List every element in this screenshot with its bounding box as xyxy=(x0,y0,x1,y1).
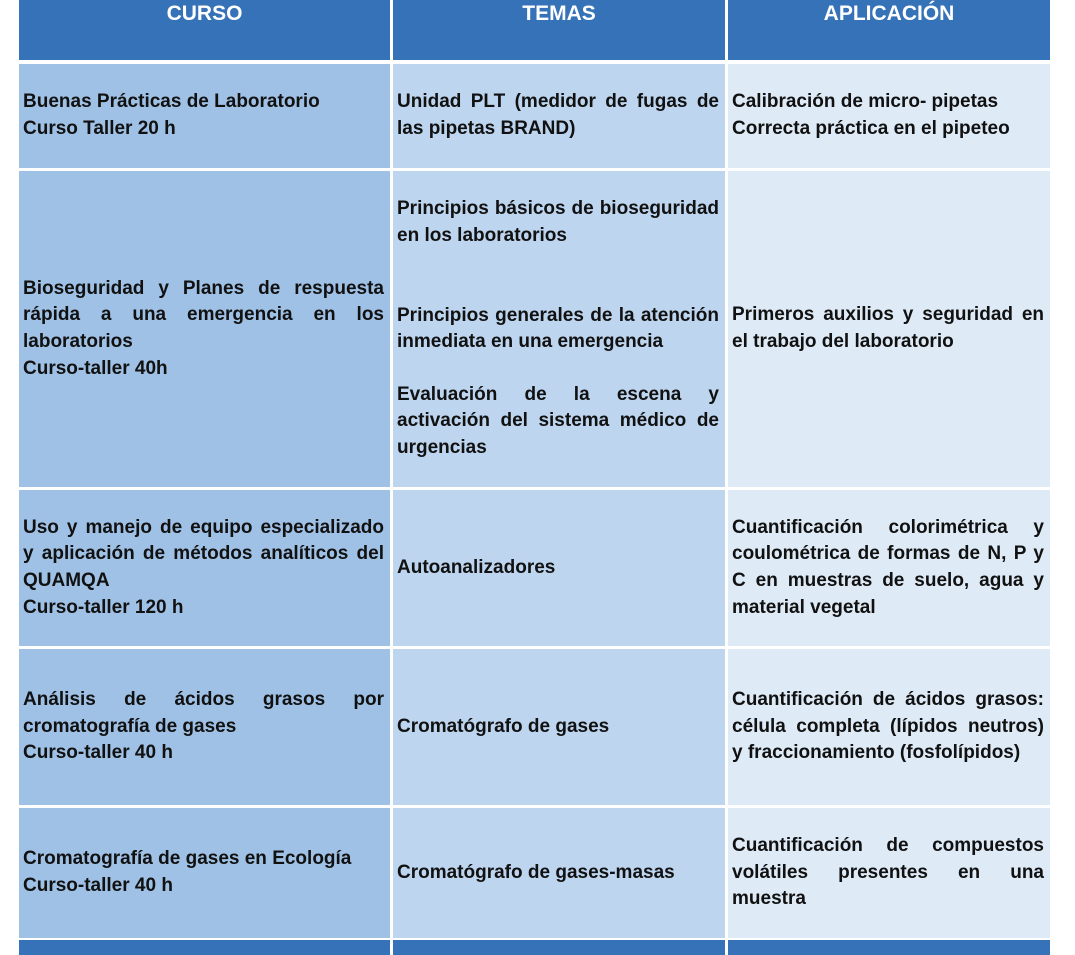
cell-temas xyxy=(393,808,728,941)
header-temas: TEMAS xyxy=(393,0,728,64)
tema-text: Evaluación de la escena y activación del sistema médico de urgencias xyxy=(397,383,719,458)
cell-aplicacion xyxy=(728,171,1050,490)
footer-segment xyxy=(19,940,393,955)
cell-aplicacion xyxy=(728,808,1050,941)
cell-aplicacion xyxy=(728,649,1050,808)
curso-name: Cromatografía de gases en Ecología xyxy=(23,848,352,870)
course-table-container xyxy=(19,0,1050,955)
header-curso: CURSO xyxy=(19,0,393,64)
aplicacion-text: Primeros auxilios y seguridad en el trabajo del laboratorio xyxy=(732,304,1044,352)
table-row xyxy=(19,171,1050,490)
cell-curso xyxy=(19,649,393,808)
curso-name: Bioseguridad y Planes de respuesta rápida a una emergencia en los laboratorios xyxy=(23,277,384,352)
table-row xyxy=(19,490,1050,649)
tema-text: Autoanalizadores xyxy=(397,556,556,578)
table-footer-bar xyxy=(19,940,1050,955)
tema-text: Principios generales de la atención inmediata en una emergencia xyxy=(397,304,719,353)
footer-segment xyxy=(728,940,1050,955)
cell-temas xyxy=(393,649,728,808)
tema-text: Unidad PLT (medidor de fugas de las pipetas BRAND) xyxy=(397,91,719,139)
cell-temas xyxy=(393,490,728,649)
table-row xyxy=(19,649,1050,808)
curso-duration: Curso-taller 120 h xyxy=(23,596,184,618)
footer-segment xyxy=(393,940,728,955)
cell-curso xyxy=(19,64,393,171)
tema-text: Cromatógrafo de gases xyxy=(397,715,610,737)
header-aplicacion: APLICACIÓN xyxy=(728,0,1050,64)
cell-aplicacion xyxy=(728,64,1050,171)
curso-duration: Curso-taller 40 h xyxy=(23,742,173,764)
table-row xyxy=(19,808,1050,941)
curso-duration: Curso-taller 40 h xyxy=(23,875,173,896)
header-row xyxy=(19,0,1050,64)
cell-curso xyxy=(19,808,393,941)
curso-name: Análisis de ácidos grasos por cromatografía de gases xyxy=(23,689,384,737)
cell-aplicacion xyxy=(728,490,1050,649)
cell-temas xyxy=(393,64,728,171)
cell-temas xyxy=(393,171,728,490)
aplicacion-text: Cuantificación colorimétrica y coulométrica de formas de N, P y C en muestras de suelo, agua y material vegetal xyxy=(732,516,1044,618)
aplicacion-text: Cuantificación de ácidos grasos: célula completa (lípidos neutros) y fraccionamiento (fosfolípidos) xyxy=(732,689,1044,764)
curso-name: Uso y manejo de equipo especializado y aplicación de métodos analíticos del QUAMQA xyxy=(23,516,384,591)
curso-duration: Curso Taller 20 h xyxy=(23,118,176,139)
course-table xyxy=(19,0,1050,941)
aplicacion-text: Correcta práctica en el pipeteo xyxy=(732,118,1010,139)
table-row xyxy=(19,64,1050,171)
cell-curso xyxy=(19,171,393,490)
tema-text: Cromatógrafo de gases-masas xyxy=(397,861,675,883)
aplicacion-text: Calibración de micro- pipetas xyxy=(732,91,999,113)
aplicacion-text: Cuantificación de compuestos volátiles presentes en una muestra xyxy=(732,835,1044,910)
curso-name: Buenas Prácticas de Laboratorio xyxy=(23,91,320,113)
tema-text: Principios básicos de bioseguridad en los laboratorios xyxy=(397,198,719,247)
cell-curso xyxy=(19,490,393,649)
curso-duration: Curso-taller 40h xyxy=(23,357,168,379)
